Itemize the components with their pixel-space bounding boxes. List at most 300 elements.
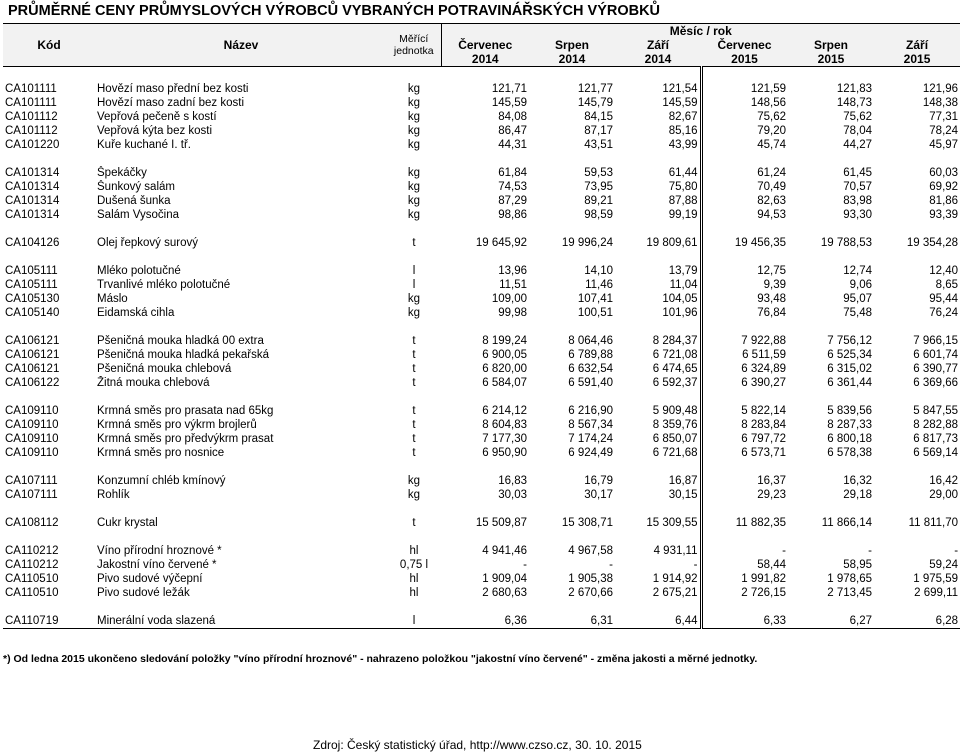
price-value: 6 216,90 [568, 405, 613, 417]
price-value: 6 474,65 [615, 362, 701, 376]
price-value: 104,05 [615, 292, 701, 306]
price-value: - [523, 559, 527, 571]
spacer-cell [788, 67, 874, 83]
spacer-cell [441, 502, 529, 516]
spacer-cell [874, 152, 960, 166]
spacer-cell [615, 390, 701, 404]
price-value: 19 809,61 [615, 236, 701, 250]
spacer-cell [387, 222, 441, 236]
price-value: 81,86 [929, 195, 959, 207]
spacer-cell [387, 320, 441, 334]
source-note: Zdroj: Český statistický úřad, http://www.czso.cz, 30. 10. 2015 [313, 738, 642, 752]
table-row [3, 208, 960, 222]
price-value: 8 567,34 [568, 419, 613, 431]
spacer-cell [529, 600, 615, 614]
product-code: CA105130 [5, 293, 60, 305]
spacer-cell [95, 502, 387, 516]
product-unit: t [412, 377, 416, 389]
product-unit: kg [407, 307, 421, 319]
product-unit: kg [407, 83, 421, 95]
price-value: 7 177,30 [482, 433, 527, 445]
product-code: CA105111 [5, 265, 58, 277]
product-unit: kg [407, 489, 421, 501]
spacer-cell [701, 152, 788, 166]
price-value: 59,53 [584, 167, 613, 179]
product-code: CA101111 [5, 83, 57, 95]
price-value: 6,31 [529, 614, 615, 629]
spacer-cell [788, 390, 874, 404]
spacer-cell [529, 390, 615, 404]
product-name: Šunkový salám [97, 181, 175, 193]
price-value: 93,39 [929, 209, 959, 221]
product-name: Hovězí maso zadní bez kosti [97, 97, 245, 109]
price-value: 82,63 [757, 195, 786, 207]
price-value: 100,51 [577, 307, 613, 319]
spacer-cell [701, 460, 788, 474]
price-value: 6 214,12 [482, 405, 527, 417]
price-value: 85,16 [615, 124, 701, 138]
spacer-cell [701, 502, 788, 516]
price-value: 121,77 [577, 83, 613, 95]
product-unit: t [412, 237, 416, 249]
spacer-cell [615, 320, 701, 334]
price-value: 7 966,15 [913, 335, 959, 347]
table-row [3, 82, 960, 96]
price-value: 30,15 [615, 488, 701, 502]
group-spacer [3, 502, 960, 516]
price-value: 6 525,34 [827, 349, 872, 361]
table-row [3, 572, 960, 586]
product-code: CA104126 [5, 237, 60, 249]
product-unit: hl [409, 545, 419, 557]
product-code: CA107111 [5, 489, 58, 501]
price-value: 99,98 [498, 307, 527, 319]
price-value: 6 721,08 [615, 348, 701, 362]
product-name: Eidamská cihla [97, 307, 175, 319]
price-value: 8,65 [935, 279, 959, 291]
price-value: 6,44 [615, 614, 701, 629]
header-year: 2014 [441, 52, 529, 67]
product-code: CA105111 [5, 279, 58, 291]
group-spacer [3, 320, 960, 334]
price-value: 16,32 [843, 475, 872, 487]
price-value: - [615, 558, 701, 572]
table-row [3, 194, 960, 208]
price-value: 6 632,54 [568, 363, 613, 375]
price-value: 6 569,14 [913, 447, 959, 459]
product-unit: l [412, 265, 416, 277]
price-value: 8 283,84 [741, 419, 786, 431]
product-name: Vepřová kýta bez kosti [97, 125, 213, 137]
price-value: 11 882,35 [735, 517, 786, 529]
table-row [3, 516, 960, 530]
product-name: Krmná směs pro předvýkrm prasat [97, 433, 274, 445]
product-name: Pšeničná mouka hladká 00 extra [97, 335, 264, 347]
group-spacer [3, 530, 960, 544]
product-name: Krmná směs pro prasata nad 65kg [97, 405, 274, 417]
price-value: 93,48 [757, 293, 786, 305]
product-name: Rohlík [97, 489, 130, 501]
price-value: 8 199,24 [482, 335, 527, 347]
price-value: 58,95 [843, 559, 872, 571]
product-name: Pivo sudové ležák [97, 587, 190, 599]
spacer-cell [95, 67, 387, 83]
price-value: 6 578,38 [827, 447, 872, 459]
product-name: Konzumní chléb kmínový [97, 475, 226, 487]
price-value: 11,04 [615, 278, 701, 292]
product-name: Vepřová pečeně s kostí [97, 111, 217, 123]
spacer-cell [874, 222, 960, 236]
spacer-cell [95, 600, 387, 614]
spacer-cell [701, 67, 788, 83]
price-value: 6 390,27 [741, 377, 786, 389]
spacer-cell [788, 250, 874, 264]
price-value: 19 788,53 [820, 237, 872, 249]
spacer-cell [3, 67, 95, 83]
price-value: 76,24 [929, 307, 959, 319]
price-value: 12,75 [757, 265, 786, 277]
price-value: 7 756,12 [827, 335, 872, 347]
price-value: 101,96 [615, 306, 701, 320]
spacer-cell [3, 600, 95, 614]
price-value: 11,46 [585, 279, 613, 291]
group-spacer [3, 460, 960, 474]
product-code: CA101314 [5, 181, 60, 193]
price-value: 43,99 [615, 138, 701, 152]
product-code: CA109110 [5, 433, 59, 445]
product-code: CA110212 [5, 559, 59, 571]
spacer-cell [701, 250, 788, 264]
price-value: 6 924,49 [568, 447, 613, 459]
table-row [3, 334, 960, 348]
price-value: 148,38 [922, 97, 959, 109]
header-month: Červenec [701, 38, 788, 52]
header-month: Srpen [529, 38, 615, 52]
header-month: Srpen [788, 38, 874, 52]
price-value: 78,04 [843, 125, 872, 137]
product-name: Dušená šunka [97, 195, 171, 207]
spacer-cell [874, 320, 960, 334]
price-value: 75,62 [843, 111, 872, 123]
price-value: 8 282,88 [913, 419, 959, 431]
spacer-cell [441, 67, 529, 83]
product-code: CA101112 [5, 125, 58, 137]
price-value: 107,41 [577, 293, 613, 305]
product-unit: t [412, 335, 416, 347]
price-value: 15 308,71 [561, 517, 613, 529]
table-row [3, 292, 960, 306]
product-unit: kg [407, 209, 421, 221]
product-name: Špekáčky [97, 167, 147, 179]
price-value: 13,79 [615, 264, 701, 278]
product-name: Pšeničná mouka chlebová [97, 363, 232, 375]
price-value: 4 967,58 [568, 545, 613, 557]
price-value: 84,15 [584, 111, 613, 123]
price-value: 15 509,87 [475, 517, 527, 529]
product-code: CA109110 [5, 405, 59, 417]
price-value: 98,59 [584, 209, 613, 221]
table-row [3, 180, 960, 194]
price-value: - [609, 559, 613, 571]
spacer-cell [874, 600, 960, 614]
table-row [3, 488, 960, 502]
price-value: 145,59 [615, 96, 701, 110]
price-value: 9,06 [849, 279, 872, 291]
spacer-cell [441, 250, 529, 264]
price-value: 2 713,45 [827, 587, 872, 599]
price-value: 75,80 [615, 180, 701, 194]
spacer-cell [529, 460, 615, 474]
header-year: 2014 [615, 52, 701, 67]
spacer-cell [615, 67, 701, 83]
spacer-cell [701, 390, 788, 404]
product-code: CA110719 [3, 614, 95, 629]
table-row [3, 362, 960, 376]
product-code: CA106122 [5, 377, 60, 389]
spacer-cell [3, 152, 95, 166]
header-month: Červenec [441, 38, 529, 52]
table-row [3, 586, 960, 600]
price-value: 61,24 [757, 167, 786, 179]
product-name: Jakostní víno červené * [97, 559, 217, 571]
product-unit: l [412, 279, 416, 291]
product-name: Mléko polotučné [97, 265, 181, 277]
product-unit: t [412, 405, 416, 417]
product-code: CA108112 [5, 517, 59, 529]
price-value: 82,67 [615, 110, 701, 124]
spacer-cell [788, 222, 874, 236]
price-value: 4 931,11 [615, 544, 701, 558]
product-unit: kg [407, 195, 421, 207]
spacer-cell [874, 250, 960, 264]
spacer-cell [701, 530, 788, 544]
spacer-cell [529, 250, 615, 264]
price-value: 29,23 [757, 489, 786, 501]
price-value: 5 822,14 [741, 405, 786, 417]
table-row [3, 418, 960, 432]
product-name: Pivo sudové výčepní [97, 573, 203, 585]
product-unit: 0,75 l [399, 559, 429, 571]
spacer-cell [95, 460, 387, 474]
header-year: 2015 [788, 52, 874, 67]
price-value: 75,62 [757, 111, 786, 123]
product-name: Cukr krystal [97, 517, 158, 529]
table-body [3, 67, 960, 629]
price-value: 6 789,88 [568, 349, 613, 361]
product-unit: t [412, 349, 416, 361]
product-code: CA106121 [5, 363, 60, 375]
price-value: 95,44 [929, 293, 959, 305]
product-code: CA109110 [5, 447, 59, 459]
product-code: CA101220 [5, 139, 60, 151]
product-name: Krmná směs pro výkrm brojlerů [97, 419, 257, 431]
price-value: 30,03 [498, 489, 527, 501]
product-name: Víno přírodní hroznové * [97, 545, 222, 557]
spacer-cell [441, 600, 529, 614]
table-row [3, 124, 960, 138]
price-value: 16,83 [498, 475, 527, 487]
spacer-cell [701, 320, 788, 334]
spacer-cell [387, 67, 441, 83]
price-value: 7 922,88 [741, 335, 786, 347]
spacer-cell [387, 460, 441, 474]
price-value: 75,48 [843, 307, 872, 319]
price-value: 99,19 [615, 208, 701, 222]
price-value: 6 601,74 [913, 349, 959, 361]
product-unit: t [412, 363, 416, 375]
product-name: Pšeničná mouka hladká pekařská [97, 349, 269, 361]
spacer-cell [95, 320, 387, 334]
product-name: Žitná mouka chlebová [97, 377, 210, 389]
price-value: 16,42 [929, 475, 959, 487]
price-value: 6 900,05 [482, 349, 527, 361]
price-value: 84,08 [498, 111, 527, 123]
price-value: 74,53 [498, 181, 527, 193]
group-spacer [3, 250, 960, 264]
price-value: 16,37 [757, 475, 786, 487]
table-row [3, 166, 960, 180]
table-row [3, 264, 960, 278]
price-value: 78,24 [929, 125, 959, 137]
header-year: 2014 [529, 52, 615, 67]
product-name: Salám Vysočina [97, 209, 180, 221]
spacer-cell [529, 67, 615, 83]
price-value: 121,59 [750, 83, 786, 95]
price-value: 86,47 [498, 125, 527, 137]
price-value: 29,18 [843, 489, 872, 501]
header-year: 2015 [701, 52, 788, 67]
product-code: CA107111 [5, 475, 58, 487]
price-value: 79,20 [757, 125, 786, 137]
group-spacer [3, 222, 960, 236]
spacer-cell [95, 152, 387, 166]
price-value: 5 839,56 [827, 405, 872, 417]
spacer-cell [788, 600, 874, 614]
price-value: 87,29 [498, 195, 527, 207]
price-value: - [782, 545, 786, 557]
price-value: 76,84 [757, 307, 786, 319]
price-value: 43,51 [584, 139, 613, 151]
price-value: 6 817,73 [913, 433, 959, 445]
product-unit: kg [407, 181, 421, 193]
spacer-cell [387, 502, 441, 516]
table-row [3, 558, 960, 572]
price-value: 8 359,76 [615, 418, 701, 432]
price-value: 1 991,82 [741, 573, 786, 585]
product-unit: t [412, 419, 416, 431]
product-unit: hl [409, 587, 419, 599]
group-spacer [3, 390, 960, 404]
header-name: Název [95, 24, 387, 67]
price-value: 61,84 [498, 167, 527, 179]
spacer-cell [529, 222, 615, 236]
spacer-cell [788, 460, 874, 474]
price-value: 60,03 [929, 167, 959, 179]
page-title: PRŮMĚRNÉ CENY PRŮMYSLOVÝCH VÝROBCŮ VYBRANÝCH POTRAVINÁŘSKÝCH VÝROBKŮ [8, 3, 661, 19]
product-unit: hl [409, 573, 419, 585]
price-value: 6 361,44 [827, 377, 872, 389]
spacer-cell [3, 390, 95, 404]
spacer-cell [3, 222, 95, 236]
table-row [3, 404, 960, 418]
price-value: 6 390,77 [913, 363, 959, 375]
price-value: 2 670,66 [568, 587, 613, 599]
product-name: Hovězí maso přední bez kosti [97, 83, 249, 95]
price-value: 13,96 [498, 265, 527, 277]
price-value: 29,00 [929, 489, 959, 501]
price-value: 6 584,07 [482, 377, 527, 389]
price-value: 5 847,55 [913, 405, 959, 417]
spacer-cell [788, 152, 874, 166]
spacer-cell [387, 152, 441, 166]
spacer-cell [701, 222, 788, 236]
product-code: CA101314 [5, 167, 60, 179]
price-value: 19 354,28 [906, 237, 959, 249]
price-value: 87,17 [584, 125, 613, 137]
price-value: 6,36 [441, 614, 529, 629]
price-value: 121,96 [922, 83, 959, 95]
price-value: 15 309,55 [615, 516, 701, 530]
product-unit: kg [407, 125, 421, 137]
price-value: 8 287,33 [827, 419, 872, 431]
price-value: 8 064,46 [568, 335, 613, 347]
spacer-cell [95, 390, 387, 404]
header-unit: Měřící jednotka [387, 24, 441, 67]
price-value: 148,56 [750, 97, 786, 109]
spacer-cell [615, 222, 701, 236]
spacer-cell [874, 67, 960, 83]
price-value: 11 866,14 [821, 517, 872, 529]
product-unit: kg [407, 139, 421, 151]
footnote: *) Od ledna 2015 ukončeno sledování položky "víno přírodní hroznové" - nahrazeno položkou "jakostní víno červené" - změna jakosti a měrné jednotky. [3, 653, 758, 665]
header-period-group: Měsíc / rok [441, 24, 960, 39]
table-row [3, 376, 960, 390]
spacer-cell [387, 600, 441, 614]
product-code: CA101111 [5, 97, 57, 109]
product-unit: l [387, 614, 441, 629]
price-value: 148,73 [836, 97, 872, 109]
price-value: 121,54 [615, 82, 701, 96]
price-value: 1 909,04 [482, 573, 527, 585]
table-row [3, 110, 960, 124]
table-row [3, 446, 960, 460]
price-value: 6 591,40 [568, 377, 613, 389]
price-value: 93,30 [843, 209, 872, 221]
price-value: - [868, 545, 872, 557]
price-value: 6 573,71 [741, 447, 786, 459]
price-value: 19 456,35 [734, 237, 786, 249]
spacer-cell [615, 460, 701, 474]
price-value: 6 511,59 [742, 349, 786, 361]
price-value: 1 905,38 [568, 573, 613, 585]
price-value: 109,00 [491, 293, 527, 305]
price-value: 6 850,07 [615, 432, 701, 446]
spacer-cell [615, 502, 701, 516]
price-value: 44,31 [498, 139, 527, 151]
price-value: 95,07 [843, 293, 872, 305]
product-unit: kg [407, 293, 421, 305]
price-value: 69,92 [929, 181, 959, 193]
price-value: 6 315,02 [827, 363, 872, 375]
product-code: CA105140 [5, 307, 60, 319]
spacer-cell [874, 502, 960, 516]
table-row [3, 348, 960, 362]
price-value: 30,17 [584, 489, 613, 501]
price-value: 145,79 [577, 97, 613, 109]
spacer-cell [441, 460, 529, 474]
price-value: - [954, 545, 959, 557]
price-value: 59,24 [929, 559, 959, 571]
